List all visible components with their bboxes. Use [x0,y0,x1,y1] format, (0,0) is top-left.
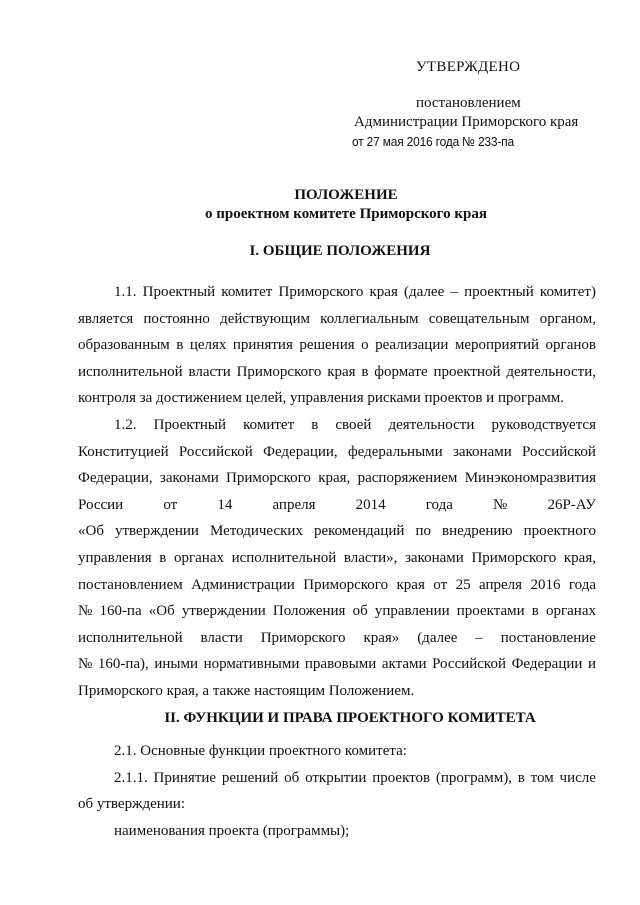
word: края [327,363,356,380]
word: – [450,284,458,300]
word: реализации [375,337,449,354]
title-line-2: о проектном комитете Приморского края [205,206,487,222]
word: 25 [455,576,471,593]
word: мероприятий [454,337,540,354]
word: комитет) [539,284,596,300]
text-line [78,678,596,705]
word: органом, [539,310,596,327]
word: Принятие [153,769,217,786]
word: образованным [78,337,170,354]
word: года [425,496,453,513]
word: деятельности, [506,363,596,380]
word: 2.1.1. [114,769,148,786]
approved-label: УТВЕРЖДЕНО [416,59,521,75]
word: в [176,337,184,354]
word: правовыми [304,656,377,673]
word: нормативными [203,656,300,673]
text-line [78,385,596,412]
word: Методических [209,523,303,540]
word: края [369,284,398,300]
word: решения [299,337,355,354]
word: коллегиальным [320,310,419,327]
word: 160-па [99,603,142,620]
word: проектный [464,284,534,300]
word: утверждении [115,523,199,540]
word: управлении [374,603,450,620]
word: действующим [220,310,310,327]
word: Приморского [278,284,364,300]
word: Положения [272,603,346,620]
text-line [78,279,596,306]
word: открытии [305,769,367,786]
word: управления [78,549,152,566]
word: Российской [178,443,253,460]
word: исполнительной [78,629,183,646]
word: 1.2. [114,416,137,433]
word: деятельности [388,416,475,433]
word: апреля [272,496,316,513]
word: края [396,576,425,593]
word: в [159,549,167,566]
document-title [0,186,640,224]
section-1-body [78,279,596,705]
word: Минэкономразвития [464,470,596,487]
text-line-content: Приморского края, а также настоящим Положением. [78,682,415,699]
word: Конституцией [78,443,169,460]
word: постановление [500,629,596,646]
text-line [78,651,596,678]
word: (программ), [435,769,512,786]
text-line [78,518,596,545]
word: власти», [343,549,398,566]
section-heading-1: I. ОБЩИЕ ПОЛОЖЕНИЯ [249,243,431,259]
approval-line-administration: Администрации Приморского края [354,114,579,130]
text-line [78,412,596,439]
word: Проектный [153,416,227,433]
word: Федерации, [78,470,153,487]
approval-stamp [354,58,614,151]
word: Приморского [236,363,322,380]
text-line [78,598,596,625]
word: распоряжением [357,470,458,487]
text-line: об утверждении: [78,796,185,813]
word: проектами [456,603,525,620]
word: утверждении [181,603,266,620]
word: целях [189,337,227,354]
word: проектной [433,363,501,380]
word: об [352,603,368,620]
word: года [568,576,596,593]
text-line [78,545,596,572]
word: числе [559,769,596,786]
word: законами [159,470,219,487]
word: органах [173,549,224,566]
word: исполнительной [78,363,183,380]
word: Российской [432,656,506,673]
word: органов [545,337,596,354]
word: об [284,769,300,786]
word: Приморского [471,549,557,566]
approval-line-decree: постановлением [416,95,521,111]
text-line: 2.1. Основные функции проектного комитета: [114,743,407,759]
text-line: наименования проекта (программы); [114,822,350,839]
word: актами [381,656,427,673]
word: – [475,629,483,646]
word: внедрению [442,523,513,540]
word: 14 [217,496,233,513]
word: «Об [148,603,175,620]
text-line [78,439,596,466]
word: своей [335,416,372,433]
section-heading-2: II. ФУНКЦИИ И ПРАВА ПРОЕКТНОГО КОМИТЕТА [164,710,536,726]
word: 26Р-АУ [547,496,596,513]
word: законами [405,549,464,566]
word: исполнительной [231,549,337,566]
word: и [587,656,596,673]
word: в [311,416,319,433]
word: Российской [522,443,596,460]
word: 2014 [355,496,386,513]
text-line [78,332,596,359]
text-line [78,572,596,599]
section-2-body [78,738,596,844]
word: Администрации [191,576,295,593]
word: о [361,337,369,354]
word: проектного [523,523,596,540]
word: (далее [417,629,458,646]
word: № [78,656,93,673]
title-line-1: ПОЛОЖЕНИЕ [294,187,398,203]
word: власти [200,629,243,646]
word: в [531,603,539,620]
word: федеральными [347,443,443,460]
word: (далее [404,284,445,300]
word: в [361,363,369,380]
word: в [517,769,525,786]
word: органах [545,603,596,620]
word: Приморского [260,629,346,646]
word: № [78,603,93,620]
word: Проектный [142,284,216,300]
word: является [78,310,134,327]
word: 160-па), [97,656,149,673]
word: рекомендаций [313,523,405,540]
word: иными [154,656,199,673]
word: Приморского [303,576,389,593]
word: руководствуется [491,416,596,433]
word: по [415,523,431,540]
approval-line-date-number: от 27 мая 2016 года № 233-па [352,134,514,149]
word: апреля [478,576,523,593]
word: комитет [243,416,295,433]
word: совещательным [428,310,530,327]
word: постановлением [78,576,183,593]
word: 2016 [530,576,561,593]
text-line [78,625,596,652]
word: том [530,769,554,786]
word: решений [221,769,279,786]
paragraph-1-2 [78,412,596,705]
word: постоянно [143,310,210,327]
word: власти [188,363,231,380]
word: формате [374,363,428,380]
paragraph-1-1 [78,279,596,412]
text-line [78,765,596,792]
word: края, [563,549,596,566]
word: края» [363,629,400,646]
word: № [493,496,508,513]
text-line-content: контроля за достижением целей, управления рисками проектов и программ. [78,390,565,407]
word: Федерации [511,656,583,673]
word: принятия [232,337,293,354]
word: России [78,496,124,513]
word: проектов [372,769,431,786]
text-line [78,359,596,386]
word: 1.1. [114,284,137,300]
text-line [78,465,596,492]
word: комитет [221,284,273,300]
text-line [78,492,596,519]
word: от [163,496,178,513]
word: законами [452,443,512,460]
word: края, [318,470,351,487]
word: «Об [78,523,104,540]
word: Приморского [226,470,311,487]
text-line [78,306,596,333]
word: от [433,576,448,593]
word: Федерации, [263,443,338,460]
